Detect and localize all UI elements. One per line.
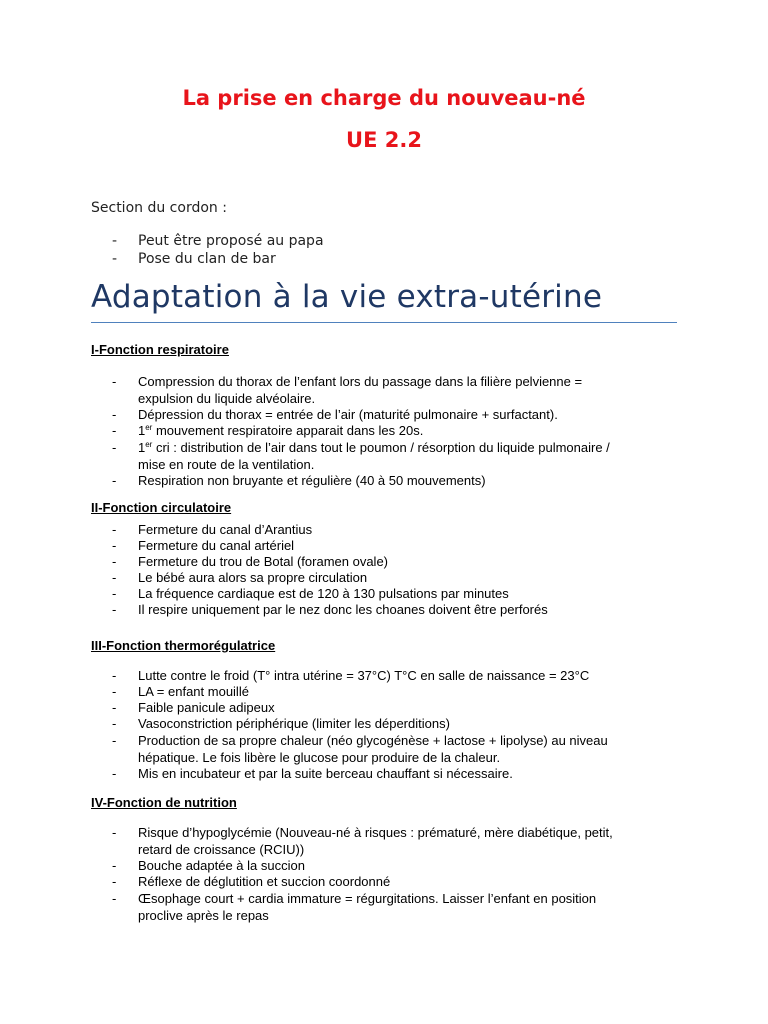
- list-item: - Compression du thorax de l’enfant lors du passage dans la filière pelvienne = expulsion du liquide alvéolaire.: [112, 373, 632, 407]
- list-item: - Bouche adaptée à la succion: [112, 858, 632, 874]
- list-item: - Vasoconstriction périphérique (limiter les déperditions): [112, 716, 632, 732]
- list-item: - Lutte contre le froid (T° intra utérine = 37°C) T°C en salle de naissance = 23°C: [112, 668, 632, 684]
- list-item: - 1er cri : distribution de l’air dans tout le poumon / résorption du liquide pulmonaire / mise en route de la ventilation.: [112, 439, 632, 473]
- list-item: - Le bébé aura alors sa propre circulation: [112, 570, 632, 586]
- list-item: - Réflexe de déglutition et succion coordonné: [112, 874, 632, 890]
- list-item: - Œsophage court + cardia immature = régurgitations. Laisser l’enfant en position proclive après le repas: [112, 890, 632, 924]
- list-item: - Fermeture du canal artériel: [112, 538, 632, 554]
- section-list: [112, 522, 632, 618]
- section-title: II-Fonction circulatoire: [91, 500, 232, 515]
- list-item: - Faible panicule adipeux: [112, 700, 632, 716]
- list-item: - Risque d’hypoglycémie (Nouveau-né à risques : prématuré, mère diabétique, petit, retard de croissance (RCIU)): [112, 824, 632, 858]
- list-item: - La fréquence cardiaque est de 120 à 130 pulsations par minutes: [112, 586, 632, 602]
- heading-underline: [91, 322, 677, 323]
- section-list: [112, 824, 632, 924]
- section-list: [112, 668, 632, 782]
- document-subtitle: UE 2.2: [346, 128, 422, 152]
- intro-label: Section du cordon :: [91, 200, 227, 216]
- section-title: I-Fonction respiratoire: [91, 342, 229, 357]
- section-circulatory: [91, 499, 691, 617]
- section-thermoregulatory: [91, 637, 691, 781]
- section-list: [112, 373, 632, 489]
- list-item: - LA = enfant mouillé: [112, 684, 632, 700]
- list-item: - Peut être proposé au papa: [112, 232, 324, 250]
- list-item: - Pose du clan de bar: [112, 250, 324, 268]
- document-title: La prise en charge du nouveau-né: [182, 86, 586, 110]
- list-item: - Fermeture du canal d’Arantius: [112, 522, 632, 538]
- intro-list: [112, 232, 324, 268]
- list-item: - Il respire uniquement par le nez donc les choanes doivent être perforés: [112, 602, 632, 618]
- list-item: - Mis en incubateur et par la suite berceau chauffant si nécessaire.: [112, 766, 632, 782]
- section-nutrition: [91, 794, 691, 923]
- list-item: - 1er mouvement respiratoire apparait dans les 20s.: [112, 423, 632, 439]
- list-item: - Production de sa propre chaleur (néo glycogénèse + lactose + lipolyse) au niveau hépatique. Le fois libère le glucose pour produire de la chaleur.: [112, 732, 632, 766]
- section-title: III-Fonction thermorégulatrice: [91, 638, 276, 653]
- list-item: - Fermeture du trou de Botal (foramen ovale): [112, 554, 632, 570]
- list-item: - Respiration non bruyante et régulière (40 à 50 mouvements): [112, 473, 632, 489]
- section-title: IV-Fonction de nutrition: [91, 795, 237, 810]
- section-respiratory: [91, 341, 691, 488]
- list-item: - Dépression du thorax = entrée de l’air (maturité pulmonaire + surfactant).: [112, 407, 632, 423]
- section-heading: Adaptation à la vie extra-utérine: [91, 279, 603, 315]
